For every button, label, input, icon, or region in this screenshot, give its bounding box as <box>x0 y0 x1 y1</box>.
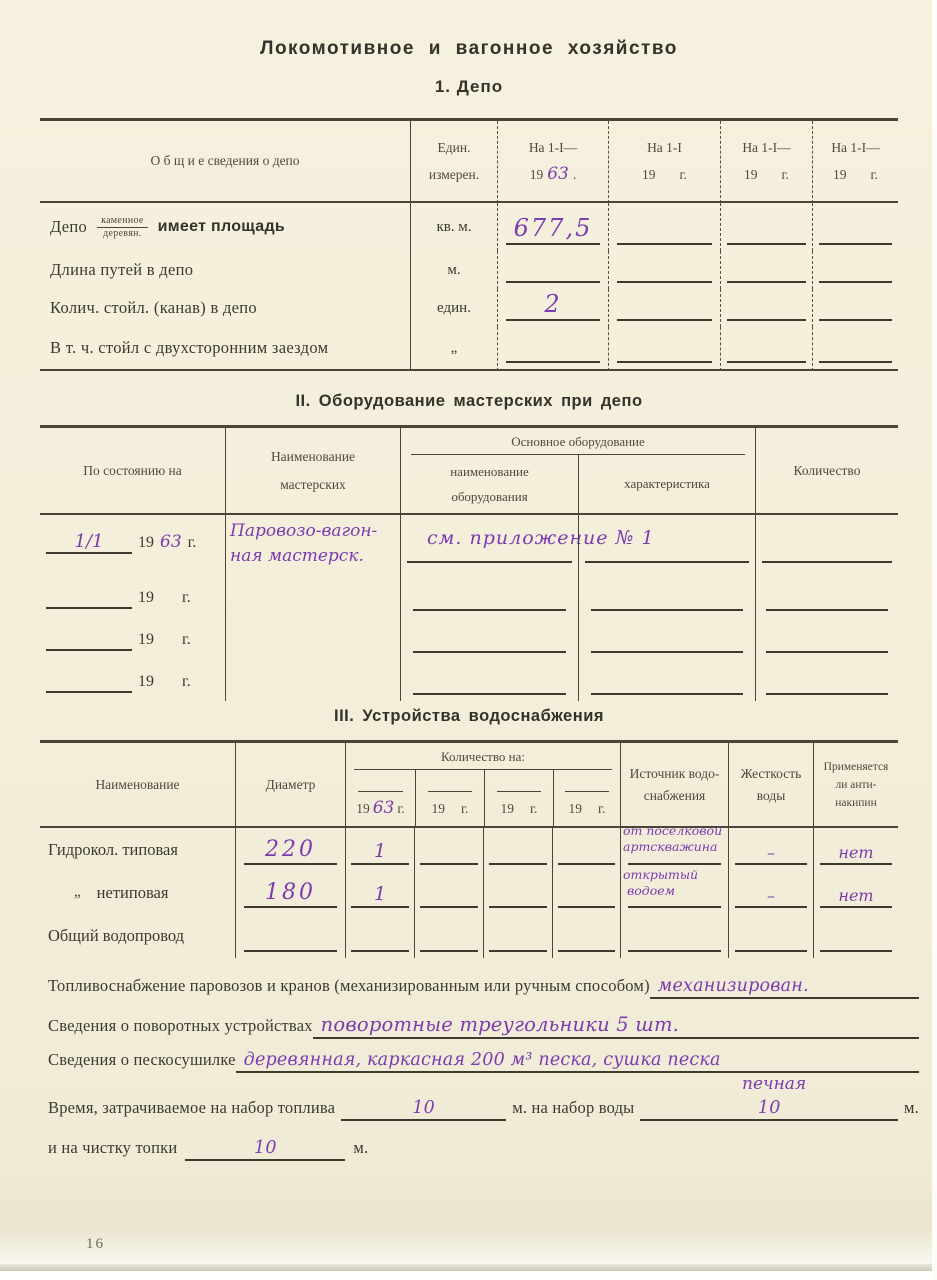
blank-line <box>420 863 479 865</box>
year-suffix: г. <box>870 166 878 182</box>
col-header-water-hardness <box>728 743 813 828</box>
row3-workshop-cell <box>225 617 400 659</box>
qty-cell <box>345 828 414 871</box>
unit-edin <box>410 289 497 327</box>
blank-line <box>428 791 473 792</box>
year-suffix: г. <box>182 631 191 648</box>
col-header-general-info <box>40 121 410 203</box>
qty-cell <box>483 828 552 871</box>
blank-line <box>46 531 132 554</box>
col-header-quantity-group <box>345 743 620 828</box>
handwritten-area-value: 677,5 <box>513 214 593 242</box>
handwritten-quantity: 1 <box>373 883 387 905</box>
handwritten-date: 1/1 <box>74 531 104 552</box>
fuel-time-label: Время, затрачиваемое на набор топлива <box>48 1098 336 1117</box>
label-has-area: имеет площадь <box>157 218 286 235</box>
blank-line <box>819 243 892 245</box>
blank-line <box>244 863 338 865</box>
row4-characteristic-cell <box>578 659 755 701</box>
row-hydrocolumn-standard-label <box>40 828 235 871</box>
row2-date-cell <box>40 575 225 617</box>
blank-line <box>766 693 888 695</box>
blank-line <box>727 281 805 283</box>
blank-line <box>819 281 892 283</box>
units-line2: измерен. <box>428 166 480 182</box>
col-header-name <box>40 743 235 828</box>
year-col-caption: На 1-I— <box>742 139 791 155</box>
year-col-caption: На 1-I <box>647 139 682 155</box>
blank-line <box>617 281 712 283</box>
row-two-sided-stalls-label <box>40 327 410 371</box>
row1-workshop-cell <box>225 515 400 575</box>
value-cell <box>608 251 720 289</box>
handwritten-firebox-cleaning-time: 10 <box>254 1138 277 1158</box>
row1-quantity-cell <box>755 515 898 575</box>
row2-equipment-cell <box>400 575 578 617</box>
header-text: Диаметр <box>265 776 316 792</box>
blank-line <box>762 561 892 563</box>
source-cell <box>620 823 728 871</box>
label-text: Гидрокол. типовая <box>48 839 178 859</box>
blank-line <box>46 631 132 651</box>
row2-workshop-cell <box>225 575 400 617</box>
source-cell <box>620 914 728 958</box>
page-title: Локомотивное и вагонное хозяйство <box>260 38 678 59</box>
blank-line <box>617 319 712 321</box>
row-track-length-label <box>40 251 410 289</box>
blank-line <box>617 361 712 363</box>
blank-line <box>413 651 565 653</box>
row-common-water-main-label <box>40 914 235 958</box>
value-cell <box>608 327 720 371</box>
scan-bottom-edge <box>0 1271 937 1280</box>
qty-cell <box>345 871 414 914</box>
blank-line <box>413 609 565 611</box>
row1-characteristic-cell <box>578 515 755 575</box>
line-sand-dryer <box>48 1050 919 1073</box>
handwritten-source-line2: артскважина <box>623 839 718 854</box>
handwritten-turning-devices-value: поворотные треугольники 5 шт. <box>313 1013 919 1039</box>
year-printed: 19 <box>568 801 583 816</box>
header-text: Наименование <box>95 776 180 792</box>
year-printed: 19 <box>138 534 154 551</box>
year-printed: 19 <box>138 589 154 606</box>
col-header-year-blank-2 <box>484 770 553 826</box>
label-text: нетиповая <box>96 882 169 902</box>
header-line2: ли анти- <box>835 778 877 791</box>
blank-line <box>727 319 805 321</box>
blank-line <box>358 791 404 792</box>
row4-equipment-cell <box>400 659 578 701</box>
blank-line <box>489 863 548 865</box>
blank-line <box>591 609 742 611</box>
col-header-workshop-name <box>225 428 400 515</box>
col-header-year-1963 <box>497 121 608 203</box>
blank-line <box>727 361 805 363</box>
row4-quantity-cell <box>755 659 898 701</box>
row2-characteristic-cell <box>578 575 755 617</box>
year-suffix: г. <box>598 801 606 816</box>
value-cell <box>720 289 812 327</box>
qty-cell <box>552 871 620 914</box>
water-supply-table <box>40 740 898 958</box>
blank-line <box>558 950 616 952</box>
line-turning-devices <box>48 1013 919 1039</box>
blank-line <box>341 1098 506 1121</box>
blank-line <box>766 651 888 653</box>
blank-line <box>585 561 749 563</box>
blank-line <box>407 561 572 563</box>
row3-equipment-cell <box>400 617 578 659</box>
header-line1: Наименование <box>270 448 356 464</box>
header-text: По состоянию на <box>83 462 182 478</box>
blank-line <box>489 906 548 908</box>
fraction-stone-wood <box>97 215 148 239</box>
blank-line <box>506 281 601 283</box>
blank-line <box>420 950 479 952</box>
blank-line <box>565 791 609 792</box>
handwritten-antiscale: нет <box>838 886 874 905</box>
value-cell <box>720 203 812 251</box>
blank-line <box>628 906 720 908</box>
year-printed: 19 <box>356 801 370 816</box>
handwritten-diameter: 220 <box>265 837 316 862</box>
row4-date-cell <box>40 659 225 701</box>
year-suffix: г. <box>397 801 405 816</box>
blank-line <box>506 319 601 321</box>
col-header-antiscale <box>813 743 898 828</box>
blank-line <box>497 791 542 792</box>
line-firebox-cleaning-time <box>48 1138 919 1161</box>
firebox-cleaning-label: и на чистку топки <box>48 1138 178 1157</box>
col-header-year-1963 <box>346 770 415 826</box>
row-stall-count-label <box>40 289 410 327</box>
minutes-suffix: м. <box>353 1138 369 1157</box>
qty-cell <box>483 914 552 958</box>
blank-line <box>819 361 892 363</box>
fraction-top: каменное <box>97 215 148 228</box>
section1-heading: 1. Депо <box>434 77 504 96</box>
antiscale-cell <box>813 914 898 958</box>
row-hydrocolumn-nonstandard-label <box>40 871 235 914</box>
value-cell <box>812 203 898 251</box>
row4-workshop-cell <box>225 659 400 701</box>
year-suffix: г. <box>781 166 789 182</box>
col-header-general-info-label: О б щ и е сведения о депо <box>150 153 300 168</box>
scan-bottom-shadow <box>0 1264 937 1271</box>
hardness-cell <box>728 914 813 958</box>
header-line2: мастерских <box>280 476 346 492</box>
blank-line <box>735 863 807 865</box>
row-depot-area-label <box>40 203 410 251</box>
year-printed: 19 <box>138 631 154 648</box>
hardness-cell <box>728 871 813 914</box>
blank-line <box>727 243 805 245</box>
label-text: Длина путей в депо <box>50 260 194 279</box>
header-text: характеристика <box>624 476 710 491</box>
year-printed: 19 <box>744 166 758 182</box>
header-line1: наименование <box>450 463 529 479</box>
unit-text: един. <box>437 299 471 316</box>
handwritten-sand-dryer-value: деревянная, каркасная 200 м³ песка, сушка песка <box>236 1050 919 1073</box>
fuel-supply-label: Топливоснабжение паровозов и кранов (механизированным или ручным способом) <box>48 976 650 995</box>
value-cell <box>812 327 898 371</box>
header-line1: Источник водо- <box>629 765 720 781</box>
group-header-text: Основное оборудование <box>411 428 745 455</box>
blank-line <box>420 906 479 908</box>
blank-line <box>628 863 720 865</box>
col-header-year-blank-2 <box>720 121 812 203</box>
label-text: Колич. стойл. (канав) в депо <box>50 298 257 317</box>
line-fuel-supply <box>48 976 919 999</box>
section3-heading: III. Устройства водоснабжения <box>334 707 604 725</box>
water-time-label: м. на набор воды <box>512 1098 635 1117</box>
col-header-year-blank-1 <box>415 770 484 826</box>
blank-line <box>820 950 892 952</box>
handwritten-see-appendix-note: см. приложение № 1 <box>427 527 655 549</box>
blank-line <box>46 589 132 609</box>
value-cell <box>497 289 608 327</box>
header-line3: накипин <box>835 796 877 809</box>
workshop-equipment-table <box>40 425 898 701</box>
handwritten-diameter: 180 <box>265 880 316 905</box>
fraction-bottom: деревян. <box>103 228 142 239</box>
label-text: В т. ч. стойл с двухсторонним заездом <box>50 338 329 357</box>
antiscale-cell <box>813 828 898 871</box>
unit-text: кв. м. <box>436 218 472 235</box>
year-suffix: г. <box>679 166 687 182</box>
qty-cell <box>552 914 620 958</box>
blank-line <box>640 1098 898 1121</box>
blank-line <box>628 950 720 952</box>
col-header-year-blank-1 <box>608 121 720 203</box>
diameter-cell <box>235 914 345 958</box>
ditto-mark: „ <box>450 339 458 356</box>
year-handwritten: 63 <box>160 532 182 552</box>
year-col-caption: На 1-I— <box>831 139 880 155</box>
depot-info-table <box>40 118 898 371</box>
label-text: Общий водопровод <box>48 926 185 945</box>
qty-cell <box>345 914 414 958</box>
label-depot: Депо <box>50 217 88 236</box>
handwritten-source-line1: от поселковой <box>623 823 723 838</box>
unit-sq-m <box>410 203 497 251</box>
blank-line <box>351 863 410 865</box>
units-line1: Един. <box>437 139 471 155</box>
row3-date-cell <box>40 617 225 659</box>
handwritten-hardness: – <box>767 886 775 905</box>
col-header-units <box>410 121 497 203</box>
year-suffix: . <box>572 166 577 182</box>
year-col-caption: На 1-I— <box>528 139 578 155</box>
sand-dryer-label: Сведения о пескосушилке <box>48 1050 236 1069</box>
header-line2: воды <box>756 787 786 803</box>
blank-line <box>489 950 548 952</box>
blank-line <box>591 651 742 653</box>
blank-line <box>244 950 338 952</box>
scan-right-edge <box>932 0 937 1280</box>
blank-line <box>185 1138 345 1161</box>
year-printed: 19 <box>529 166 544 182</box>
handwritten-workshop-line1: Паровозо-вагон- <box>230 521 378 541</box>
qty-cell <box>414 914 483 958</box>
col-header-as-of-date <box>40 428 225 515</box>
handwritten-quantity: 1 <box>373 840 387 862</box>
unit-ditto <box>410 327 497 371</box>
diameter-cell <box>235 871 345 914</box>
blank-line <box>558 906 616 908</box>
qty-cell <box>552 828 620 871</box>
col-header-equipment-name <box>401 455 578 513</box>
blank-line <box>617 243 712 245</box>
blank-line <box>413 693 565 695</box>
diameter-cell <box>235 828 345 871</box>
ditto-mark: „ <box>74 884 81 900</box>
handwritten-workshop-line2: ная мастерск. <box>230 546 364 566</box>
handwritten-source-line2: водоем <box>627 883 676 898</box>
col-header-main-equipment-group <box>400 428 755 515</box>
handwritten-source-line1: открытый <box>623 867 699 882</box>
year-printed: 19 <box>138 673 154 690</box>
blank-line <box>506 361 601 363</box>
blank-line <box>506 243 601 245</box>
year-printed: 19 <box>500 801 515 816</box>
header-line2: снабжения <box>643 787 706 803</box>
year-printed: 19 <box>833 166 847 182</box>
source-cell <box>620 867 728 914</box>
value-cell <box>812 289 898 327</box>
year-suffix: г. <box>187 534 197 551</box>
col-header-year-blank-3 <box>553 770 620 826</box>
blank-line <box>766 609 888 611</box>
col-header-year-blank-3 <box>812 121 898 203</box>
turning-devices-label: Сведения о поворотных устройствах <box>48 1016 313 1035</box>
blank-line <box>244 906 338 908</box>
group-header-text: Количество на: <box>354 743 612 770</box>
blank-line <box>735 906 807 908</box>
handwritten-hardness: – <box>767 843 775 862</box>
antiscale-cell <box>813 871 898 914</box>
col-header-quantity <box>755 428 898 515</box>
value-cell <box>497 327 608 371</box>
year-printed: 19 <box>642 166 656 182</box>
handwritten-stall-count: 2 <box>544 290 562 318</box>
blank-line <box>351 950 410 952</box>
qty-cell <box>414 871 483 914</box>
minutes-suffix: м. <box>904 1098 919 1117</box>
handwritten-water-time: 10 <box>757 1098 781 1118</box>
year-suffix: г. <box>182 589 191 606</box>
value-cell <box>497 203 608 251</box>
value-cell <box>497 251 608 289</box>
row3-characteristic-cell <box>578 617 755 659</box>
value-cell <box>720 251 812 289</box>
handwritten-fuel-supply-value: механизирован. <box>650 976 919 999</box>
year-suffix: г. <box>182 673 191 690</box>
handwritten-sand-dryer-value-line2: печная <box>742 1074 807 1094</box>
header-line1: Жесткость <box>740 765 802 781</box>
line-fuel-water-time <box>48 1098 919 1121</box>
qty-cell <box>414 828 483 871</box>
blank-line <box>591 693 742 695</box>
year-printed: 19 <box>431 801 446 816</box>
header-line1: Применяется <box>823 760 889 773</box>
qty-cell <box>483 871 552 914</box>
unit-m <box>410 251 497 289</box>
handwritten-antiscale: нет <box>838 843 874 862</box>
blank-line <box>819 319 892 321</box>
hardness-cell <box>728 828 813 871</box>
blank-line <box>351 906 410 908</box>
blank-line <box>735 950 807 952</box>
value-cell <box>608 203 720 251</box>
blank-line <box>558 863 616 865</box>
row1-equipment-cell <box>400 515 655 575</box>
value-cell <box>812 251 898 289</box>
header-line2: оборудования <box>451 488 528 504</box>
value-cell <box>608 289 720 327</box>
header-text: Количество <box>793 462 861 478</box>
unit-text: м. <box>447 261 461 278</box>
col-header-characteristic <box>578 455 755 513</box>
blank-line <box>820 906 892 908</box>
blank-line <box>820 863 892 865</box>
year-suffix: г. <box>530 801 538 816</box>
year-handwritten: 63 <box>547 163 569 184</box>
page-number: 16 <box>86 1236 105 1252</box>
row2-quantity-cell <box>755 575 898 617</box>
col-header-water-source <box>620 743 728 828</box>
blank-line <box>46 673 132 693</box>
year-handwritten: 63 <box>372 798 395 818</box>
section2-heading: II. Оборудование мастерских при депо <box>295 392 643 410</box>
handwritten-fuel-time: 10 <box>412 1098 436 1118</box>
col-header-diameter <box>235 743 345 828</box>
year-suffix: г. <box>461 801 469 816</box>
row3-quantity-cell <box>755 617 898 659</box>
row1-date-cell <box>40 515 225 575</box>
value-cell <box>720 327 812 371</box>
